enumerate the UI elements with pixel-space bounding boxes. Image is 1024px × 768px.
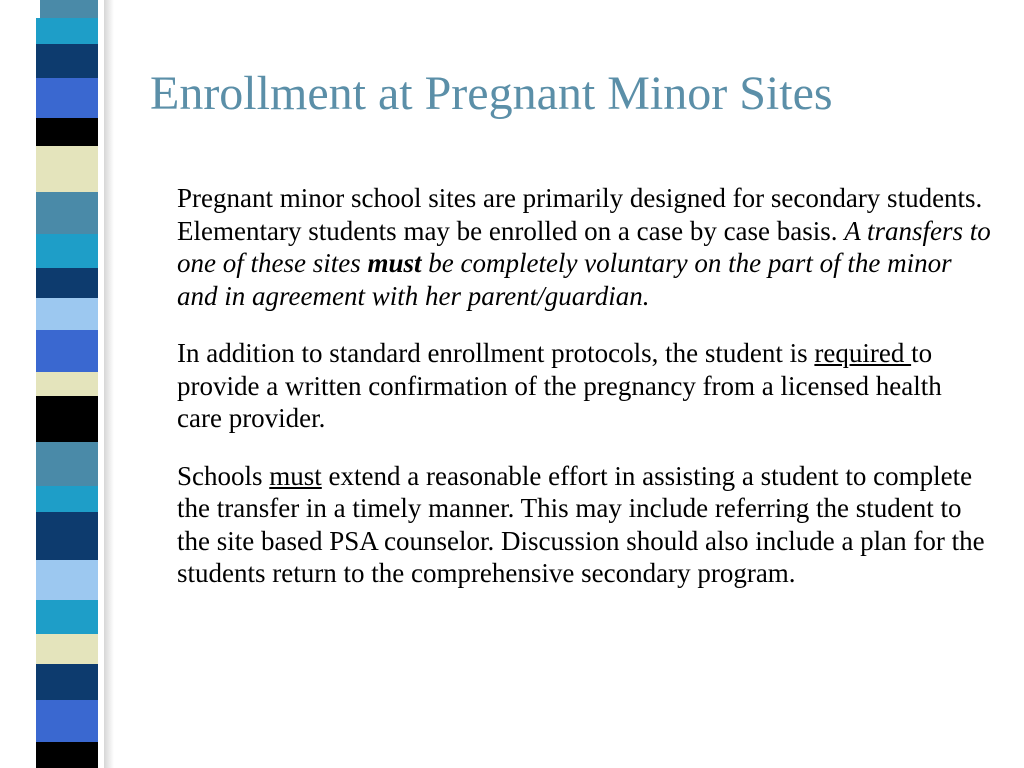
stripe-segment <box>36 742 98 768</box>
stripe-segment <box>36 664 98 700</box>
paragraph-text: extend a reasonable effort in assisting a student to complete the transfer in a timely manner. This may include referring the student to the site based PSA counselor. Discussion should also include a plan for the students return to the comprehensive secondary program. <box>177 460 985 588</box>
paragraph-text: Pregnant minor school sites are primarily designed for secondary students. Elementary students may be enrolled on a case by case basis. <box>177 183 983 246</box>
paragraph-site-purpose <box>177 182 992 312</box>
stripe-segment <box>36 600 98 634</box>
underlined-emphasis: required <box>814 338 912 368</box>
stripe-segment <box>36 330 98 372</box>
paragraph-enrollment-requirement <box>177 337 992 435</box>
stripe-segment <box>36 118 98 146</box>
stripe-segment <box>36 146 98 192</box>
paragraph-text: In addition to standard enrollment protocols, the student is <box>177 338 815 368</box>
stripe-segment <box>36 268 98 298</box>
stripe-segment <box>36 44 98 78</box>
paragraph-text: to provide a written confirmation of the pregnancy from a licensed health care provider. <box>177 338 942 433</box>
stripe-segment <box>36 234 98 268</box>
decorative-color-stripe <box>36 0 98 768</box>
stripe-segment <box>40 0 98 18</box>
stripe-segment <box>36 372 98 396</box>
stripe-segment <box>36 78 98 118</box>
italic-text: be completely voluntary on the part of the minor and in agreement with her parent/guardian. <box>177 248 952 311</box>
stripe-segment <box>36 298 98 330</box>
paragraph-text: Schools <box>177 460 270 491</box>
italic-text: A transfers to one of these sites <box>177 215 991 278</box>
stripe-segment <box>36 486 98 512</box>
bold-italic-emphasis: must <box>367 248 422 278</box>
underlined-emphasis: must <box>269 460 322 491</box>
slide-title: Enrollment at Pregnant Minor Sites <box>150 67 833 120</box>
stripe-segment <box>36 512 98 560</box>
stripe-segment <box>36 442 98 486</box>
stripe-segment <box>36 700 98 742</box>
sidebar-stripe-shadow <box>104 0 114 768</box>
stripe-segment <box>36 18 98 44</box>
stripe-segment <box>36 396 98 442</box>
slide-body <box>177 182 992 590</box>
stripe-segment <box>36 192 98 234</box>
stripe-segment <box>36 560 98 600</box>
stripe-segment <box>36 634 98 664</box>
paragraph-school-responsibility <box>177 460 992 590</box>
